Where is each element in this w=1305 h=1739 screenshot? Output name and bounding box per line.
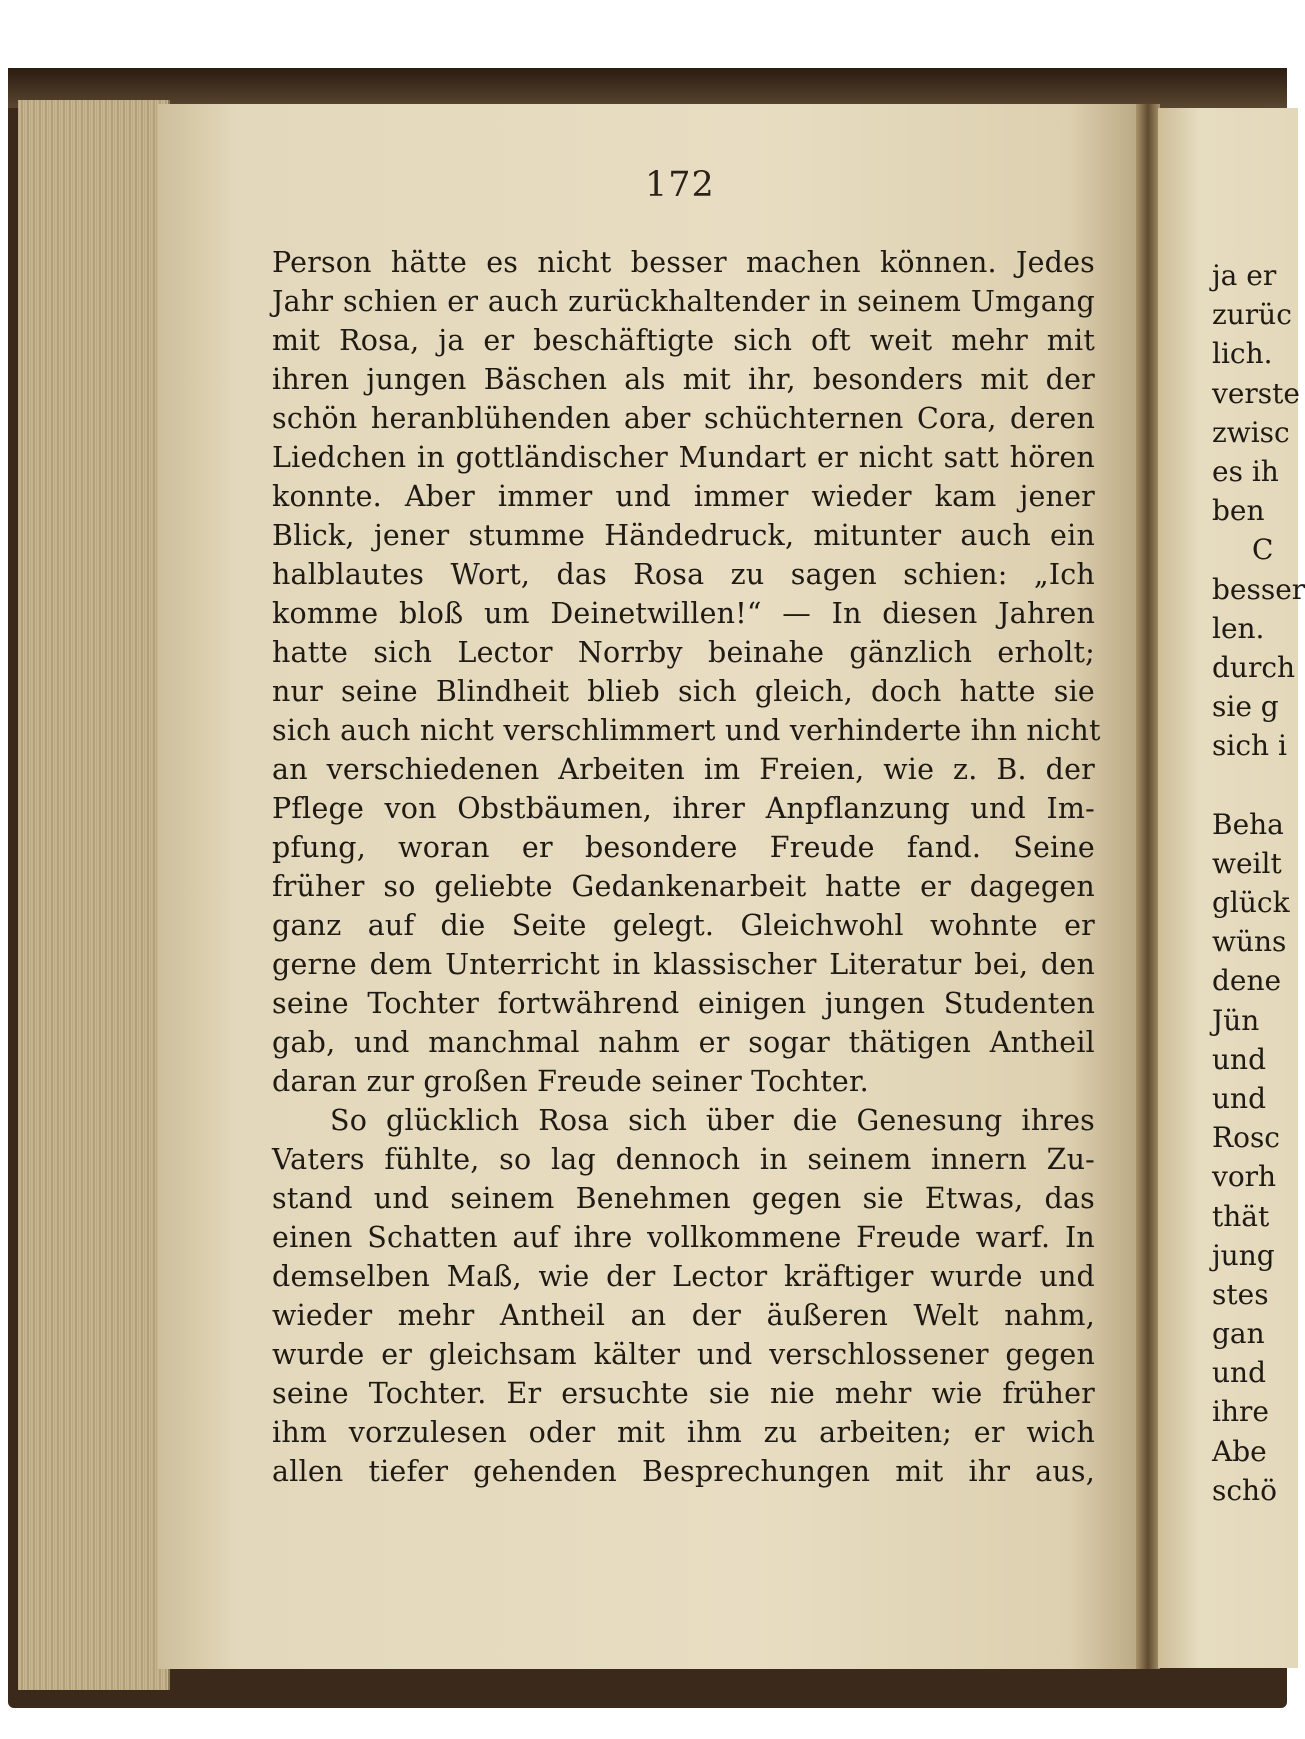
- facing-line: glück: [1212, 886, 1290, 919]
- facing-line: C: [1252, 533, 1274, 567]
- facing-line: Rosc: [1212, 1121, 1280, 1155]
- facing-line: ihre: [1212, 1395, 1269, 1429]
- facing-line: zurüc: [1212, 298, 1292, 332]
- facing-line: zwisc: [1212, 415, 1290, 449]
- text-line: Jahr schien er auch zurückhaltender in seinem Umgang: [272, 285, 1095, 318]
- text-line: einen Schatten auf ihre vollkommene Freude warf. In: [272, 1221, 1095, 1254]
- facing-line: jung: [1212, 1238, 1275, 1272]
- text-line: mit Rosa, ja er beschäftigte sich oft weit mehr mit: [272, 324, 1095, 357]
- text-line: komme bloß um Deinetwillen!“ — In diesen Jahren: [272, 597, 1095, 630]
- text-line: sich auch nicht verschlimmert und verhinderte ihn nicht: [272, 714, 1101, 747]
- facing-line: durch: [1212, 650, 1296, 684]
- text-line: wurde er gleichsam kälter und verschlossener gegen: [272, 1338, 1095, 1371]
- facing-line: und: [1212, 1356, 1266, 1390]
- facing-line: verste: [1212, 376, 1300, 410]
- page-number: 172: [645, 165, 715, 205]
- facing-line: lich.: [1212, 337, 1273, 371]
- text-line: Vaters fühlte, so lag dennoch in seinem innern Zu-: [272, 1143, 1095, 1176]
- facing-line: ja er: [1212, 259, 1277, 292]
- text-line: demselben Maß, wie der Lector kräftiger wurde und: [272, 1260, 1095, 1293]
- facing-page-text: [1212, 256, 1305, 1510]
- facing-line: schö: [1212, 1473, 1277, 1507]
- text-line: Person hätte es nicht besser machen können. Jedes: [272, 246, 1095, 279]
- book-gutter: [1136, 104, 1160, 1669]
- text-line: früher so geliebte Gedankenarbeit hatte er dagegen: [272, 870, 1095, 903]
- text-line: an verschiedenen Arbeiten im Freien, wie z. B. der: [272, 753, 1095, 786]
- facing-line: Abe: [1212, 1434, 1267, 1468]
- text-line: seine Tochter fortwährend einigen jungen Studenten: [272, 987, 1095, 1020]
- facing-line: len.: [1212, 611, 1265, 645]
- facing-line: wüns: [1212, 925, 1287, 959]
- facing-line: Beha: [1212, 807, 1284, 841]
- text-line: Liedchen in gottländischer Mundart er nicht satt hören: [272, 441, 1095, 474]
- facing-line: sich i: [1212, 729, 1287, 763]
- text-line: Pflege von Obstbäumen, ihrer Anpflanzung und Im-: [272, 792, 1095, 825]
- text-line: nur seine Blindheit blieb sich gleich, doch hatte sie: [272, 675, 1095, 708]
- text-line: seine Tochter. Er ersuchte sie nie mehr wie früher: [272, 1377, 1095, 1410]
- text-line: konnte. Aber immer und immer wieder kam jener: [272, 480, 1095, 513]
- facing-line: dene: [1212, 964, 1282, 998]
- facing-line: weilt: [1212, 846, 1282, 880]
- text-line: pfung, woran er besondere Freude fand. Seine: [272, 831, 1095, 864]
- facing-line: Jün: [1212, 1003, 1260, 1037]
- text-line: So glücklich Rosa sich über die Genesung ihres: [330, 1104, 1095, 1137]
- text-line: allen tiefer gehenden Besprechungen mit ihr aus,: [272, 1455, 1095, 1488]
- facing-line: vorh: [1212, 1160, 1277, 1194]
- text-line: wieder mehr Antheil an der äußeren Welt nahm,: [272, 1299, 1095, 1332]
- text-line: ihren jungen Bäschen als mit ihr, besonders mit der: [272, 363, 1095, 396]
- facing-line: besser: [1212, 572, 1305, 606]
- facing-line: gan: [1212, 1317, 1265, 1351]
- text-line: ganz auf die Seite gelegt. Gleichwohl wohnte er: [272, 909, 1095, 942]
- text-line: gab, und manchmal nahm er sogar thätigen Antheil: [272, 1026, 1095, 1059]
- page-text: [272, 243, 1101, 1491]
- facing-line: und: [1212, 1081, 1266, 1115]
- facing-line: und: [1212, 1042, 1266, 1076]
- text-line: schön heranblühenden aber schüchternen Cora, deren: [272, 402, 1095, 435]
- facing-line: ben: [1212, 494, 1265, 528]
- text-line: stand und seinem Benehmen gegen sie Etwas, das: [272, 1182, 1095, 1215]
- facing-line: es ih: [1212, 454, 1279, 488]
- text-line: Blick, jener stumme Händedruck, mitunter auch ein: [272, 519, 1095, 552]
- facing-line: [1212, 765, 1287, 804]
- page-edges: [18, 100, 170, 1690]
- facing-line: sie g: [1212, 690, 1279, 724]
- facing-line: thät: [1212, 1199, 1270, 1233]
- text-line: halblautes Wort, das Rosa zu sagen schien: „Ich: [272, 558, 1095, 591]
- facing-line: stes: [1212, 1277, 1269, 1311]
- text-line: hatte sich Lector Norrby beinahe gänzlich erholt;: [272, 636, 1095, 669]
- text-line: ihm vorzulesen oder mit ihm zu arbeiten; er wich: [272, 1416, 1095, 1449]
- text-line: daran zur großen Freude seiner Tochter.: [272, 1065, 869, 1098]
- book-binding: [8, 68, 1287, 108]
- text-line: gerne dem Unterricht in klassischer Literatur bei, den: [272, 948, 1095, 981]
